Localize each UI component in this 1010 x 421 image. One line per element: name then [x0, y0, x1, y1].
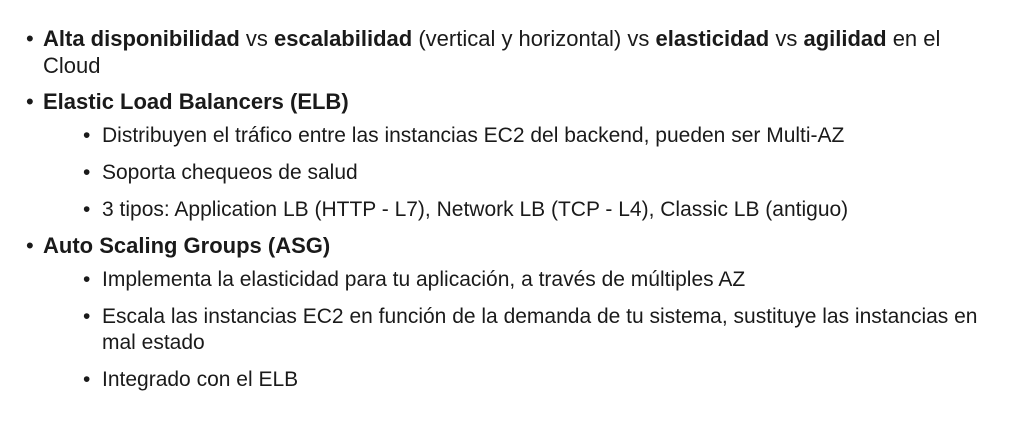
- sub-item-text: Implementa la elasticidad para tu aplicación, a través de múltiples AZ: [102, 268, 746, 291]
- bullet-item-asg: [26, 232, 990, 393]
- connector-text: en el Cloud: [43, 26, 941, 78]
- bullet-item-elb: [26, 88, 990, 223]
- connector-text: vs: [239, 26, 275, 51]
- sub-item: [43, 267, 990, 293]
- bullet-icon: •: [83, 268, 91, 291]
- bullet-icon: •: [83, 124, 91, 147]
- bullet-icon: •: [83, 198, 91, 221]
- sub-item-text: Distribuyen el tráfico entre las instancias EC2 del backend, pueden ser Multi-AZ: [102, 124, 845, 147]
- term-escalabilidad: escalabilidad: [274, 26, 413, 51]
- section-title-asg: Auto Scaling Groups (ASG): [43, 233, 331, 258]
- asg-sublist: [43, 267, 990, 393]
- bullet-icon: •: [26, 233, 34, 258]
- sub-item-text: Escala las instancias EC2 en función de la demanda de tu sistema, sustituye las instancias en mal estado: [102, 305, 978, 354]
- bullet-item-availability: [26, 25, 990, 79]
- bullet-icon: •: [26, 89, 34, 114]
- elb-sublist: [43, 123, 990, 223]
- section-title-elb: Elastic Load Balancers (ELB): [43, 89, 349, 114]
- sub-item: [43, 123, 990, 149]
- sub-item: [43, 304, 990, 356]
- sub-item-text: Integrado con el ELB: [102, 368, 299, 391]
- bullet-icon: •: [83, 305, 91, 328]
- sub-item: [43, 197, 990, 223]
- bullet-icon: •: [26, 26, 34, 51]
- sub-item: [43, 367, 990, 393]
- bullet-icon: •: [83, 368, 91, 391]
- sub-item-text: Soporta chequeos de salud: [102, 161, 358, 184]
- term-elasticidad: elasticidad: [655, 26, 770, 51]
- sub-item: [43, 160, 990, 186]
- bullet-icon: •: [83, 161, 91, 184]
- term-alta-disponibilidad: Alta disponibilidad: [43, 26, 240, 51]
- sub-item-text: 3 tipos: Application LB (HTTP - L7), Network LB (TCP - L4), Classic LB (antiguo): [102, 198, 849, 221]
- connector-text: vs: [769, 26, 804, 51]
- term-agilidad: agilidad: [803, 26, 887, 51]
- bullet-list: [26, 25, 990, 393]
- connector-text: (vertical y horizontal) vs: [412, 26, 656, 51]
